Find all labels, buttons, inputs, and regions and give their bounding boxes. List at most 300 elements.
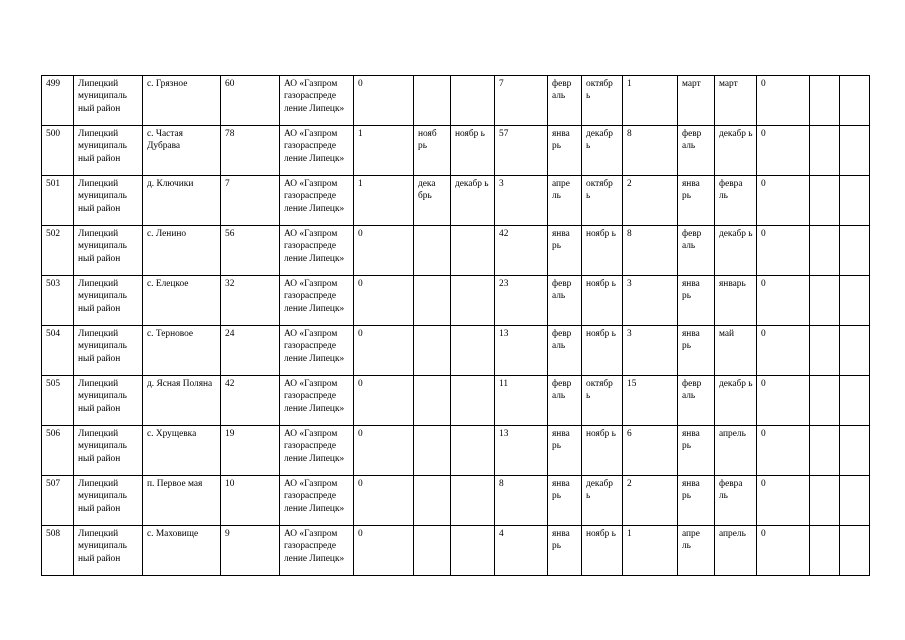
column-10-cell xyxy=(582,126,623,176)
column-12-cell xyxy=(678,76,715,126)
column-14-cell-text: 0 xyxy=(761,529,766,539)
column-14-cell-text: 0 xyxy=(761,429,766,439)
district-cell xyxy=(74,376,143,426)
district-cell xyxy=(74,326,143,376)
column-7-cell xyxy=(451,426,495,476)
settlement-cell-text: с. Ленино xyxy=(147,229,187,239)
column-8-cell-text: 42 xyxy=(499,229,509,239)
column-5-cell-text: 1 xyxy=(358,129,363,139)
column-6-cell xyxy=(414,476,451,526)
column-14-cell-text: 0 xyxy=(761,79,766,89)
column-16-cell xyxy=(840,426,870,476)
households-count-cell xyxy=(221,76,280,126)
column-13-cell-text: март xyxy=(719,79,738,89)
district-cell xyxy=(74,176,143,226)
column-10-cell-text: ноябр ь xyxy=(586,429,616,439)
settlement-cell xyxy=(143,326,221,376)
column-8-cell xyxy=(495,276,548,326)
row-number-cell-text: 499 xyxy=(46,79,61,89)
column-12-cell xyxy=(678,226,715,276)
settlement-cell-text: с. Частая Дубрава xyxy=(147,129,183,152)
organization-cell-text: АО «Газпром газораспреде ление Липецк» xyxy=(284,229,345,264)
households-count-cell-text: 7 xyxy=(225,179,230,189)
column-13-cell xyxy=(715,76,757,126)
district-cell-text: Липецкий муниципаль ный район xyxy=(78,179,127,214)
column-5-cell xyxy=(354,426,414,476)
column-5-cell xyxy=(354,176,414,226)
column-15-cell xyxy=(810,276,840,326)
column-9-cell-text: февр аль xyxy=(552,279,572,302)
column-14-cell-text: 0 xyxy=(761,479,766,489)
column-7-cell-text: декабр ь xyxy=(455,179,489,189)
column-6-cell xyxy=(414,276,451,326)
table-row xyxy=(42,326,870,376)
table-row xyxy=(42,376,870,426)
district-cell-text: Липецкий муниципаль ный район xyxy=(78,379,127,414)
column-12-cell-text: февр аль xyxy=(682,229,702,252)
district-cell xyxy=(74,126,143,176)
settlement-cell-text: с. Грязное xyxy=(147,79,188,89)
column-11-cell-text: 1 xyxy=(627,79,632,89)
column-16-cell xyxy=(840,126,870,176)
column-14-cell-text: 0 xyxy=(761,279,766,289)
organization-cell xyxy=(280,376,354,426)
column-6-cell xyxy=(414,326,451,376)
organization-cell-text: АО «Газпром газораспреде ление Липецк» xyxy=(284,429,345,464)
column-13-cell-text: декабр ь xyxy=(719,229,753,239)
column-15-cell xyxy=(810,126,840,176)
settlement-cell xyxy=(143,476,221,526)
row-number-cell-text: 504 xyxy=(46,329,61,339)
column-8-cell-text: 3 xyxy=(499,179,504,189)
organization-cell-text: АО «Газпром газораспреде ление Липецк» xyxy=(284,479,345,514)
settlement-cell-text: с. Елецкое xyxy=(147,279,189,289)
households-count-cell xyxy=(221,476,280,526)
column-5-cell xyxy=(354,326,414,376)
households-count-cell xyxy=(221,326,280,376)
column-5-cell xyxy=(354,276,414,326)
column-12-cell-text: янва рь xyxy=(682,329,700,352)
column-15-cell xyxy=(810,176,840,226)
column-8-cell xyxy=(495,176,548,226)
column-12-cell-text: март xyxy=(682,79,701,89)
gasification-table xyxy=(41,75,870,576)
households-count-cell-text: 60 xyxy=(225,79,235,89)
column-8-cell xyxy=(495,76,548,126)
column-6-cell xyxy=(414,76,451,126)
column-13-cell-text: декабр ь xyxy=(719,129,753,139)
column-13-cell xyxy=(715,526,757,576)
column-8-cell-text: 13 xyxy=(499,429,509,439)
table-row xyxy=(42,526,870,576)
row-number-cell xyxy=(42,376,74,426)
column-9-cell xyxy=(548,126,582,176)
column-9-cell xyxy=(548,376,582,426)
column-6-cell xyxy=(414,426,451,476)
column-5-cell xyxy=(354,376,414,426)
column-11-cell xyxy=(623,526,678,576)
column-13-cell xyxy=(715,226,757,276)
households-count-cell-text: 19 xyxy=(225,429,235,439)
organization-cell xyxy=(280,476,354,526)
column-9-cell xyxy=(548,326,582,376)
column-11-cell-text: 3 xyxy=(627,329,632,339)
column-9-cell xyxy=(548,426,582,476)
column-5-cell-text: 0 xyxy=(358,79,363,89)
column-12-cell xyxy=(678,376,715,426)
column-12-cell-text: февр аль xyxy=(682,379,702,402)
settlement-cell-text: с. Терновое xyxy=(147,329,194,339)
column-7-cell xyxy=(451,326,495,376)
column-16-cell xyxy=(840,76,870,126)
column-5-cell-text: 0 xyxy=(358,479,363,489)
column-15-cell xyxy=(810,426,840,476)
column-9-cell-text: янва рь xyxy=(552,479,570,502)
column-15-cell xyxy=(810,226,840,276)
organization-cell xyxy=(280,176,354,226)
column-12-cell-text: янва рь xyxy=(682,279,700,302)
column-13-cell xyxy=(715,476,757,526)
column-8-cell-text: 4 xyxy=(499,529,504,539)
column-16-cell xyxy=(840,326,870,376)
column-10-cell-text: октябр ь xyxy=(586,379,613,402)
column-5-cell-text: 0 xyxy=(358,229,363,239)
column-6-cell xyxy=(414,226,451,276)
row-number-cell xyxy=(42,426,74,476)
column-12-cell xyxy=(678,276,715,326)
column-11-cell xyxy=(623,426,678,476)
column-11-cell-text: 1 xyxy=(627,529,632,539)
households-count-cell xyxy=(221,176,280,226)
column-16-cell xyxy=(840,176,870,226)
column-8-cell-text: 23 xyxy=(499,279,509,289)
column-9-cell-text: февр аль xyxy=(552,379,572,402)
column-10-cell xyxy=(582,326,623,376)
column-6-cell-text: нояб рь xyxy=(418,129,437,152)
organization-cell-text: АО «Газпром газораспреде ление Липецк» xyxy=(284,279,345,314)
column-13-cell-text: декабр ь xyxy=(719,379,753,389)
table-row xyxy=(42,226,870,276)
table-row xyxy=(42,476,870,526)
column-8-cell-text: 13 xyxy=(499,329,509,339)
table-body xyxy=(42,76,870,576)
settlement-cell-text: д. Ключики xyxy=(147,179,194,189)
households-count-cell-text: 10 xyxy=(225,479,235,489)
column-14-cell xyxy=(757,426,810,476)
column-9-cell xyxy=(548,276,582,326)
column-14-cell-text: 0 xyxy=(761,229,766,239)
column-9-cell-text: апре ль xyxy=(552,179,570,202)
district-cell-text: Липецкий муниципаль ный район xyxy=(78,529,127,564)
column-8-cell-text: 57 xyxy=(499,129,509,139)
column-16-cell xyxy=(840,276,870,326)
column-7-cell-text: ноябр ь xyxy=(455,129,485,139)
column-14-cell-text: 0 xyxy=(761,379,766,389)
column-9-cell-text: янва рь xyxy=(552,129,570,152)
column-14-cell xyxy=(757,526,810,576)
column-9-cell-text: янва рь xyxy=(552,529,570,552)
column-15-cell xyxy=(810,526,840,576)
column-11-cell xyxy=(623,126,678,176)
organization-cell-text: АО «Газпром газораспреде ление Липецк» xyxy=(284,329,345,364)
column-8-cell xyxy=(495,326,548,376)
column-8-cell-text: 11 xyxy=(499,379,509,389)
column-5-cell-text: 1 xyxy=(358,179,363,189)
column-9-cell-text: янва рь xyxy=(552,429,570,452)
column-7-cell xyxy=(451,226,495,276)
households-count-cell-text: 78 xyxy=(225,129,235,139)
table-row xyxy=(42,76,870,126)
table-row xyxy=(42,276,870,326)
district-cell xyxy=(74,526,143,576)
column-14-cell-text: 0 xyxy=(761,129,766,139)
column-13-cell xyxy=(715,176,757,226)
organization-cell xyxy=(280,76,354,126)
column-16-cell xyxy=(840,226,870,276)
column-8-cell xyxy=(495,376,548,426)
column-5-cell-text: 0 xyxy=(358,529,363,539)
column-15-cell xyxy=(810,76,840,126)
column-12-cell xyxy=(678,526,715,576)
column-12-cell-text: февр аль xyxy=(682,129,702,152)
column-9-cell-text: янва рь xyxy=(552,229,570,252)
organization-cell-text: АО «Газпром газораспреде ление Липецк» xyxy=(284,129,345,164)
row-number-cell xyxy=(42,76,74,126)
column-9-cell-text: февр аль xyxy=(552,329,572,352)
organization-cell xyxy=(280,426,354,476)
district-cell xyxy=(74,76,143,126)
column-12-cell-text: апре ль xyxy=(682,529,700,552)
column-11-cell xyxy=(623,226,678,276)
column-13-cell xyxy=(715,426,757,476)
settlement-cell xyxy=(143,276,221,326)
district-cell-text: Липецкий муниципаль ный район xyxy=(78,329,127,364)
column-13-cell-text: февра ль xyxy=(719,179,743,202)
column-10-cell-text: октябр ь xyxy=(586,79,613,102)
households-count-cell-text: 56 xyxy=(225,229,235,239)
settlement-cell xyxy=(143,426,221,476)
column-10-cell-text: ноябр ь xyxy=(586,529,616,539)
households-count-cell-text: 9 xyxy=(225,529,230,539)
column-10-cell-text: декабр ь xyxy=(586,479,613,502)
column-7-cell xyxy=(451,476,495,526)
column-12-cell-text: янва рь xyxy=(682,179,700,202)
column-14-cell-text: 0 xyxy=(761,179,766,189)
column-15-cell xyxy=(810,326,840,376)
column-11-cell-text: 2 xyxy=(627,479,632,489)
column-10-cell-text: октябр ь xyxy=(586,179,613,202)
column-13-cell xyxy=(715,276,757,326)
column-14-cell xyxy=(757,176,810,226)
column-6-cell xyxy=(414,526,451,576)
column-8-cell xyxy=(495,526,548,576)
column-11-cell xyxy=(623,326,678,376)
column-7-cell xyxy=(451,176,495,226)
column-7-cell xyxy=(451,126,495,176)
column-10-cell xyxy=(582,376,623,426)
households-count-cell xyxy=(221,526,280,576)
column-11-cell xyxy=(623,276,678,326)
column-15-cell xyxy=(810,476,840,526)
column-5-cell-text: 0 xyxy=(358,279,363,289)
organization-cell-text: АО «Газпром газораспреде ление Липецк» xyxy=(284,379,345,414)
settlement-cell-text: п. Первое мая xyxy=(147,479,203,489)
settlement-cell xyxy=(143,126,221,176)
column-9-cell xyxy=(548,526,582,576)
column-11-cell-text: 8 xyxy=(627,129,632,139)
column-11-cell-text: 8 xyxy=(627,229,632,239)
column-6-cell xyxy=(414,126,451,176)
settlement-cell xyxy=(143,176,221,226)
column-10-cell xyxy=(582,276,623,326)
row-number-cell-text: 508 xyxy=(46,529,61,539)
column-11-cell xyxy=(623,176,678,226)
row-number-cell-text: 505 xyxy=(46,379,61,389)
organization-cell-text: АО «Газпром газораспреде ление Липецк» xyxy=(284,179,345,214)
organization-cell-text: АО «Газпром газораспреде ление Липецк» xyxy=(284,529,345,564)
column-5-cell xyxy=(354,226,414,276)
column-13-cell-text: май xyxy=(719,329,735,339)
households-count-cell xyxy=(221,226,280,276)
column-15-cell xyxy=(810,376,840,426)
column-9-cell-text: февр аль xyxy=(552,79,572,102)
column-16-cell xyxy=(840,526,870,576)
column-10-cell xyxy=(582,76,623,126)
column-8-cell-text: 8 xyxy=(499,479,504,489)
row-number-cell-text: 503 xyxy=(46,279,61,289)
settlement-cell-text: с. Маховище xyxy=(147,529,199,539)
settlement-cell xyxy=(143,226,221,276)
households-count-cell xyxy=(221,376,280,426)
row-number-cell-text: 507 xyxy=(46,479,61,489)
row-number-cell xyxy=(42,276,74,326)
column-7-cell xyxy=(451,76,495,126)
households-count-cell xyxy=(221,126,280,176)
column-13-cell-text: апрель xyxy=(719,429,746,439)
column-9-cell xyxy=(548,226,582,276)
settlement-cell-text: д. Ясная Поляна xyxy=(147,379,213,389)
column-14-cell xyxy=(757,126,810,176)
district-cell-text: Липецкий муниципаль ный район xyxy=(78,429,127,464)
column-10-cell-text: декабр ь xyxy=(586,129,613,152)
column-10-cell-text: ноябр ь xyxy=(586,329,616,339)
column-5-cell-text: 0 xyxy=(358,429,363,439)
column-11-cell-text: 2 xyxy=(627,179,632,189)
settlement-cell-text: с. Хрущевка xyxy=(147,429,197,439)
column-8-cell xyxy=(495,126,548,176)
organization-cell xyxy=(280,326,354,376)
column-16-cell xyxy=(840,476,870,526)
column-10-cell xyxy=(582,176,623,226)
column-14-cell xyxy=(757,376,810,426)
column-13-cell xyxy=(715,326,757,376)
column-14-cell-text: 0 xyxy=(761,329,766,339)
column-5-cell xyxy=(354,476,414,526)
column-10-cell xyxy=(582,526,623,576)
column-13-cell xyxy=(715,376,757,426)
column-8-cell-text: 7 xyxy=(499,79,504,89)
column-6-cell xyxy=(414,376,451,426)
column-8-cell xyxy=(495,476,548,526)
column-10-cell-text: ноябр ь xyxy=(586,279,616,289)
column-5-cell xyxy=(354,126,414,176)
column-9-cell xyxy=(548,476,582,526)
column-11-cell xyxy=(623,76,678,126)
row-number-cell xyxy=(42,226,74,276)
column-9-cell xyxy=(548,76,582,126)
column-6-cell xyxy=(414,176,451,226)
column-11-cell-text: 15 xyxy=(627,379,637,389)
column-13-cell-text: февра ль xyxy=(719,479,743,502)
column-16-cell xyxy=(840,376,870,426)
settlement-cell xyxy=(143,76,221,126)
column-5-cell-text: 0 xyxy=(358,379,363,389)
organization-cell xyxy=(280,526,354,576)
column-6-cell-text: дека брь xyxy=(418,179,436,202)
column-12-cell xyxy=(678,476,715,526)
column-9-cell xyxy=(548,176,582,226)
district-cell xyxy=(74,226,143,276)
row-number-cell xyxy=(42,476,74,526)
column-5-cell xyxy=(354,76,414,126)
column-12-cell-text: янва рь xyxy=(682,429,700,452)
row-number-cell-text: 506 xyxy=(46,429,61,439)
column-14-cell xyxy=(757,76,810,126)
column-7-cell xyxy=(451,526,495,576)
organization-cell xyxy=(280,226,354,276)
district-cell xyxy=(74,276,143,326)
column-12-cell-text: янва рь xyxy=(682,479,700,502)
district-cell-text: Липецкий муниципаль ный район xyxy=(78,79,127,114)
column-8-cell xyxy=(495,226,548,276)
column-11-cell xyxy=(623,476,678,526)
households-count-cell-text: 32 xyxy=(225,279,235,289)
row-number-cell-text: 501 xyxy=(46,179,61,189)
row-number-cell xyxy=(42,176,74,226)
settlement-cell xyxy=(143,526,221,576)
column-13-cell xyxy=(715,126,757,176)
organization-cell xyxy=(280,126,354,176)
table-row xyxy=(42,126,870,176)
column-10-cell xyxy=(582,426,623,476)
settlement-cell xyxy=(143,376,221,426)
column-12-cell xyxy=(678,326,715,376)
column-10-cell xyxy=(582,476,623,526)
column-14-cell xyxy=(757,226,810,276)
column-13-cell-text: апрель xyxy=(719,529,746,539)
row-number-cell xyxy=(42,326,74,376)
organization-cell xyxy=(280,276,354,326)
column-12-cell xyxy=(678,126,715,176)
column-12-cell xyxy=(678,426,715,476)
column-5-cell-text: 0 xyxy=(358,329,363,339)
column-5-cell xyxy=(354,526,414,576)
column-14-cell xyxy=(757,276,810,326)
column-12-cell xyxy=(678,176,715,226)
district-cell xyxy=(74,426,143,476)
district-cell-text: Липецкий муниципаль ный район xyxy=(78,479,127,514)
column-7-cell xyxy=(451,276,495,326)
district-cell-text: Липецкий муниципаль ный район xyxy=(78,129,127,164)
table-row xyxy=(42,426,870,476)
row-number-cell xyxy=(42,526,74,576)
column-8-cell xyxy=(495,426,548,476)
district-cell-text: Липецкий муниципаль ный район xyxy=(78,229,127,264)
column-10-cell-text: ноябр ь xyxy=(586,229,616,239)
column-10-cell xyxy=(582,226,623,276)
column-13-cell-text: январь xyxy=(719,279,746,289)
households-count-cell xyxy=(221,426,280,476)
